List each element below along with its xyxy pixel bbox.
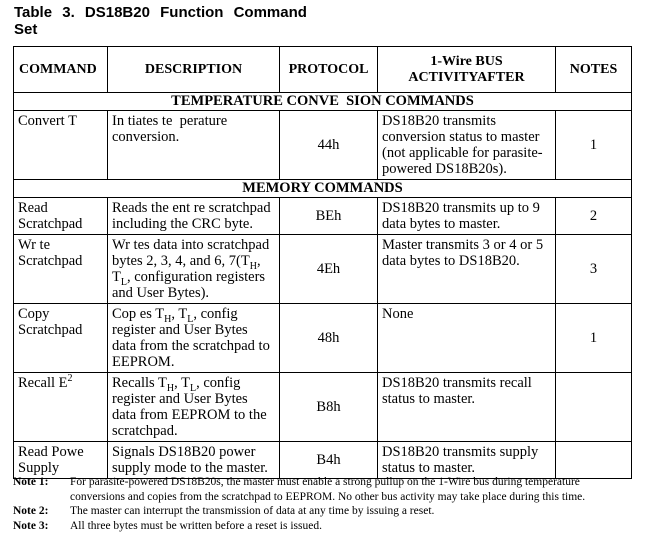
description-cell: Signals DS18B20 power supply mode to the master.: [108, 442, 280, 479]
command-cell: Wr te Scratchpad: [14, 235, 108, 304]
section-row-temperature: [14, 93, 632, 111]
notes-cell: 3: [556, 235, 632, 304]
activity-cell: DS18B20 transmits supply status to master.: [378, 442, 556, 479]
table-row: [14, 198, 632, 235]
notes-cell: 1: [556, 304, 632, 373]
footnote-2: [13, 504, 633, 519]
protocol-cell: B8h: [280, 373, 378, 442]
table-row: [14, 442, 632, 479]
header-row: [14, 47, 632, 93]
footnote-label: Note 2:: [13, 505, 49, 517]
protocol-cell: 48h: [280, 304, 378, 373]
command-cell: Convert T: [14, 111, 108, 180]
notes-cell: 1: [556, 111, 632, 180]
footnotes: [13, 475, 633, 533]
protocol-cell: 4Eh: [280, 235, 378, 304]
notes-cell: [556, 373, 632, 442]
header-activity: [378, 47, 556, 93]
description-text: , configuration registers and User Bytes).: [112, 269, 266, 301]
footnote-label: Note 1:: [13, 476, 49, 488]
activity-cell: DS18B20 transmits conversion status to master (not applicable for parasite-powered DS18B20s).: [378, 111, 556, 180]
description-cell: [108, 373, 280, 442]
caption-line-2: Set: [14, 21, 38, 38]
description-cell: Reads the ent re scratchpad including the CRC byte.: [108, 198, 280, 235]
command-text: Recall E: [18, 375, 68, 391]
footnote-3: [13, 519, 633, 534]
footnote-text: All three bytes must be written before a reset is issued.: [70, 519, 322, 532]
function-command-table: [13, 46, 632, 479]
description-text: , T: [174, 375, 190, 391]
command-cell: Copy Scratchpad: [14, 304, 108, 373]
subscript-l: L: [187, 313, 194, 325]
header-description: DESCRIPTION: [108, 47, 280, 93]
notes-cell: 2: [556, 198, 632, 235]
header-command: COMMAND: [14, 47, 108, 93]
command-cell: [14, 373, 108, 442]
protocol-cell: B4h: [280, 442, 378, 479]
section-row-memory: [14, 180, 632, 198]
activity-cell: None: [378, 304, 556, 373]
activity-cell: Master transmits 3 or 4 or 5 data bytes to DS18B20.: [378, 235, 556, 304]
description-text: Cop es T: [112, 306, 165, 322]
command-cell: Read Scratchpad: [14, 198, 108, 235]
description-text: Wr tes data into scratchpad bytes 2, 3, 4, and 6, 7(T: [112, 237, 270, 269]
description-cell: In tiates te perature conversion.: [108, 111, 280, 180]
table-row: [14, 304, 632, 373]
protocol-cell: 44h: [280, 111, 378, 180]
table-caption: [14, 4, 314, 38]
subscript-l: L: [120, 276, 127, 288]
activity-cell: DS18B20 transmits up to 9 data bytes to master.: [378, 198, 556, 235]
description-cell: [108, 235, 280, 304]
footnote-text: For parasite-powered DS18B20s, the master must enable a strong pullup on the 1-Wire bus during temperature conversions and copies from the scratchpad to EEPROM. No other bus activity may take place during this time.: [70, 476, 586, 503]
subscript-l: L: [190, 382, 197, 394]
header-notes: NOTES: [556, 47, 632, 93]
description-text: Recalls T: [112, 375, 167, 391]
footnote-text: The master can interrupt the transmission of data at any time by issuing a reset.: [70, 505, 435, 517]
footnote-label: Note 3:: [13, 519, 49, 532]
notes-cell: [556, 442, 632, 479]
table-row: [14, 111, 632, 180]
footnote-1: [13, 475, 633, 504]
description-text: , config register and User Bytes data from EEPROM to the scratchpad.: [112, 375, 267, 439]
section-heading-temperature: TEMPERATURE CONVE SION COMMANDS: [14, 93, 632, 111]
section-heading-memory: MEMORY COMMANDS: [14, 180, 632, 198]
description-text: , T: [112, 253, 261, 285]
activity-cell: DS18B20 transmits recall status to master.: [378, 373, 556, 442]
caption-line-1: Table 3. DS18B20 Function Command: [14, 4, 307, 21]
header-activity-line2: ACTIVITYAFTER: [408, 69, 525, 85]
command-cell: Read Powe Supply: [14, 442, 108, 479]
header-activity-line1: 1-Wire BUS: [430, 53, 503, 69]
protocol-cell: BEh: [280, 198, 378, 235]
table-row: [14, 373, 632, 442]
subscript-h: H: [166, 382, 175, 394]
subscript-h: H: [249, 260, 257, 272]
subscript-h: H: [164, 313, 172, 325]
superscript-2: 2: [67, 373, 73, 385]
description-text: , T: [171, 306, 188, 322]
description-cell: [108, 304, 280, 373]
table-row: [14, 235, 632, 304]
header-protocol: PROTOCOL: [280, 47, 378, 93]
description-text: , config register and User Bytes data from the scratchpad to EEPROM.: [112, 306, 270, 370]
